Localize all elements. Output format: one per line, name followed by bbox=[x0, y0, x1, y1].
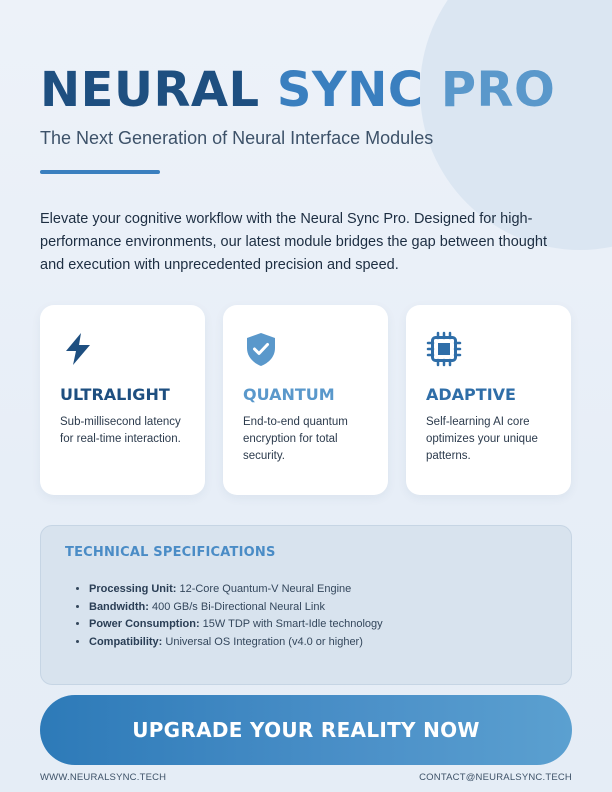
spec-item-compatibility bbox=[89, 634, 383, 652]
feature-card-adaptive bbox=[406, 305, 571, 495]
shield-check-icon bbox=[243, 331, 279, 367]
feature-description: Self-learning AI core optimizes your unique patterns. bbox=[426, 416, 538, 462]
title-word-sync: SYNC bbox=[276, 62, 424, 118]
spec-item-power bbox=[89, 616, 383, 634]
feature-description: Sub-millisecond latency for real-time interaction. bbox=[60, 416, 181, 445]
spec-value: 15W TDP with Smart-Idle technology bbox=[202, 618, 383, 630]
feature-card-quantum bbox=[223, 305, 388, 495]
feature-title: QUANTUM bbox=[243, 385, 335, 404]
feature-title: ADAPTIVE bbox=[426, 385, 516, 404]
spec-label: Power Consumption: bbox=[89, 618, 200, 630]
spec-item-processing bbox=[89, 581, 383, 599]
spec-item-bandwidth bbox=[89, 599, 383, 617]
title-word-neural: NEURAL bbox=[40, 62, 260, 118]
specs-title: TECHNICAL SPECIFICATIONS bbox=[65, 545, 276, 560]
footer-email: CONTACT@NEURALSYNC.TECH bbox=[419, 772, 572, 783]
upgrade-cta-button[interactable]: UPGRADE YOUR REALITY NOW bbox=[40, 695, 572, 765]
spec-label: Compatibility: bbox=[89, 635, 163, 648]
spec-value: Universal OS Integration (v4.0 or higher) bbox=[165, 635, 363, 648]
spec-label: Processing Unit: bbox=[89, 583, 177, 595]
page-title bbox=[40, 62, 555, 118]
intro-paragraph: Elevate your cognitive workflow with the Neural Sync Pro. Designed for high-performance environments, our latest module bridges the gap between thought and execution with unprecedented precision and speed. bbox=[40, 211, 548, 273]
feature-title: ULTRALIGHT bbox=[60, 385, 170, 404]
specs-list bbox=[89, 581, 383, 651]
chip-icon bbox=[426, 331, 462, 367]
footer-website: WWW.NEURALSYNC.TECH bbox=[40, 772, 167, 783]
spec-value: 400 GB/s Bi-Directional Neural Link bbox=[151, 600, 325, 613]
title-underline bbox=[40, 170, 160, 174]
spec-value: 12-Core Quantum-V Neural Engine bbox=[179, 583, 352, 595]
feature-description: End-to-end quantum encryption for total security. bbox=[243, 416, 348, 462]
technical-specs-panel bbox=[40, 525, 572, 685]
title-word-pro: PRO bbox=[440, 62, 556, 118]
page-subtitle: The Next Generation of Neural Interface Modules bbox=[40, 128, 434, 148]
feature-card-ultralight bbox=[40, 305, 205, 495]
spec-label: Bandwidth: bbox=[89, 600, 149, 613]
lightning-icon bbox=[60, 331, 96, 367]
